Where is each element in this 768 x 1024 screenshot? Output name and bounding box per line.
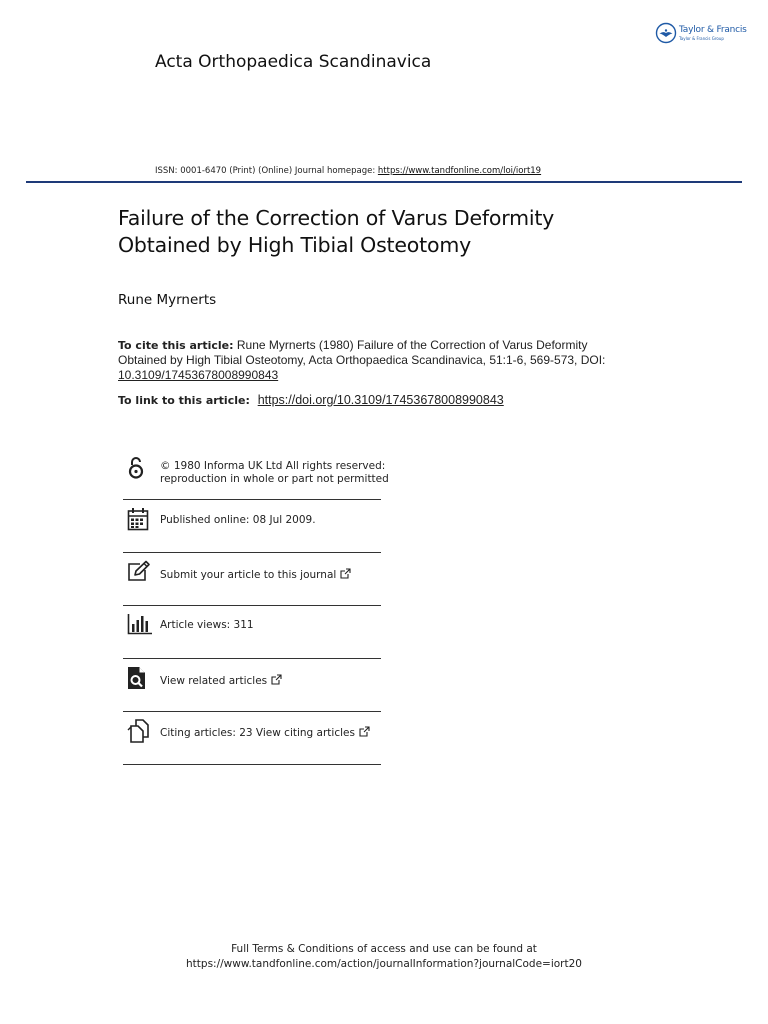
external-link-icon [340, 568, 351, 579]
views-row [123, 612, 381, 646]
header-divider [26, 181, 742, 183]
footer [0, 942, 768, 972]
citing-row[interactable] [123, 718, 381, 752]
publisher-name: Taylor & Francis [679, 25, 747, 35]
info-divider [123, 764, 381, 765]
published-date: Published online: 08 Jul 2009. [160, 514, 316, 526]
journal-title: Acta Orthopaedica Scandinavica [155, 52, 432, 72]
publisher-group: Taylor & Francis Group [679, 36, 724, 41]
citation-block [118, 338, 638, 383]
article-doi-link[interactable]: https://doi.org/10.3109/17453678008990843 [257, 393, 504, 407]
external-link-icon [271, 674, 282, 685]
info-divider [123, 658, 381, 659]
author-name: Rune Myrnerts [118, 292, 217, 308]
footer-terms-url[interactable]: https://www.tandfonline.com/action/journalInformation?journalCode=iort20 [186, 958, 582, 970]
info-divider [123, 552, 381, 553]
open-access-lock-icon [127, 455, 145, 481]
article-title: Failure of the Correction of Varus Deformity Obtained by High Tibial Osteotomy [118, 206, 555, 257]
external-link-icon [359, 726, 370, 737]
related-row[interactable] [123, 665, 381, 699]
footer-terms-text: Full Terms & Conditions of access and use can be found at [231, 943, 537, 955]
related-articles-link[interactable]: View related articles [160, 675, 268, 687]
citation-text: Rune Myrnerts (1980) Failure of the Correction of Varus Deformity Obtained by High Tibial Osteotomy, Acta Orthopaedica Scandinavica, 51:1-6, 569-573, DOI: [118, 338, 606, 367]
citing-articles-link[interactable]: Citing articles: 23 View citing articles [160, 727, 355, 739]
link-label: To link to this article: [118, 394, 250, 407]
info-divider [123, 711, 381, 712]
publisher-logo [655, 22, 751, 46]
citing-articles-icon [127, 719, 151, 743]
info-divider [123, 605, 381, 606]
copyright-line-2: reproduction in whole or part not permitted [160, 473, 389, 485]
citation-doi-link[interactable]: 10.3109/17453678008990843 [118, 368, 279, 382]
submit-row[interactable] [123, 560, 381, 594]
journal-homepage-link[interactable]: https://www.tandfonline.com/loi/iort19 [377, 166, 542, 176]
submit-article-link[interactable]: Submit your article to this journal [160, 569, 337, 581]
related-articles-icon [127, 666, 147, 690]
copyright-line-1: © 1980 Informa UK Ltd All rights reserved: [160, 460, 386, 472]
link-block [118, 393, 678, 407]
publisher-logo-icon [655, 22, 677, 44]
edit-icon [127, 560, 151, 582]
article-views: Article views: 311 [160, 619, 254, 631]
issn-text: ISSN: 0001-6470 (Print) (Online) Journal homepage: [155, 166, 378, 176]
bar-chart-icon [127, 613, 153, 635]
info-divider [123, 499, 381, 500]
issn-line [155, 166, 541, 176]
copyright-row [123, 455, 389, 495]
published-row [123, 506, 381, 540]
calendar-icon [127, 507, 149, 531]
citation-label: To cite this article: [118, 339, 234, 352]
